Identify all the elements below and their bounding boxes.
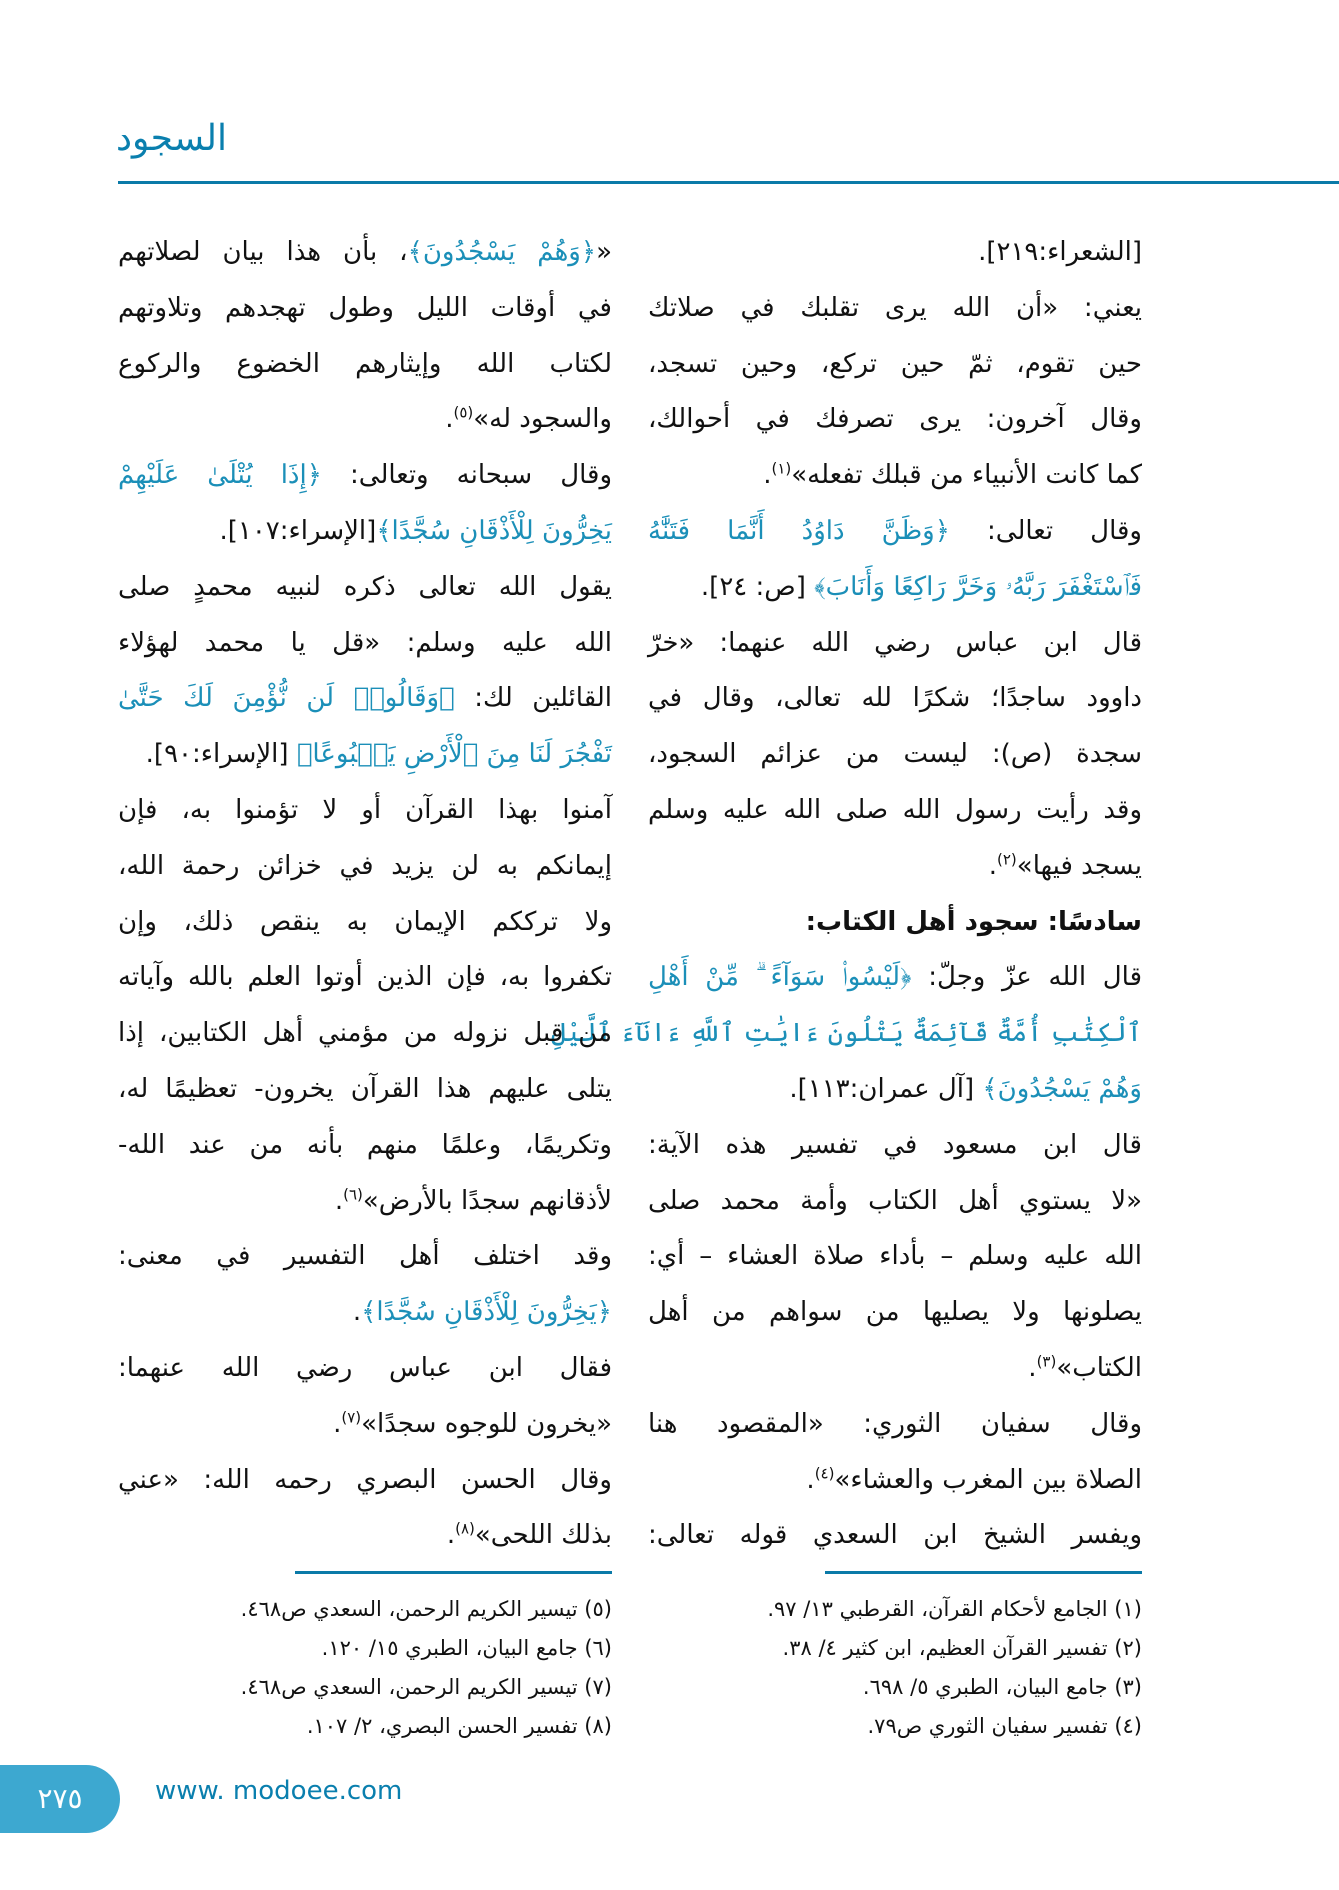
text: وقال سبحانه وتعالى:	[321, 460, 613, 491]
text-line	[648, 1174, 1142, 1230]
text: كما كانت الأنبياء من قبلك تفعله»	[791, 460, 1142, 491]
right-text-column	[550, 225, 1142, 1564]
footnote: (٦) جامع البيان، الطبري ١٥/ ١٢٠.	[321, 1636, 612, 1660]
text-line	[648, 1229, 1142, 1285]
text: .	[1028, 1352, 1037, 1383]
footnote-ref: (٦)	[343, 1184, 363, 1203]
text: «	[596, 237, 612, 267]
text-line	[118, 1453, 612, 1509]
text: سادسًا: سجود أهل الكتاب:	[805, 906, 1142, 937]
text-line	[118, 1397, 612, 1453]
footnote-ref: (٢)	[997, 850, 1017, 869]
quran-verse: ﴿إِذَا يُتْلَىٰ عَلَيْهِمْ	[118, 460, 322, 491]
text-line	[648, 1341, 1142, 1397]
text-line	[648, 281, 1142, 337]
text-line	[648, 225, 1142, 281]
text-line	[118, 616, 612, 672]
text-line	[118, 950, 612, 1006]
text: [ص: ٢٤].	[700, 571, 815, 602]
text-line	[648, 504, 1142, 560]
text-line	[118, 504, 612, 560]
text: .	[445, 404, 454, 435]
text: «لا يستوي أهل الكتاب وأمة محمد صلى	[648, 1185, 1142, 1216]
text: في أوقات الليل وطول تهجدهم وتلاوتهم	[118, 292, 612, 323]
text: الله عليه وسلم – بأداء صلاة العشاء – أي:	[648, 1241, 1142, 1272]
text-line	[648, 1118, 1142, 1174]
quran-verse: ﴿وَهُمْ يَسْجُدُونَ﴾	[407, 237, 597, 267]
text: قال ابن عباس رضي الله عنهما: «خرّ	[648, 627, 1142, 658]
chapter-title: السجود	[116, 118, 227, 159]
text: قال ابن مسعود في تفسير هذه الآية:	[648, 1129, 1142, 1160]
text-line	[648, 1453, 1142, 1509]
quran-verse: فَٱسْتَغْفَرَ رَبَّهُۥ وَخَرَّ رَاكِعًا وَأَنَابَ﴾	[814, 571, 1142, 602]
text: قال الله عزّ وجلّ:	[911, 962, 1142, 993]
text: [الشعراء:٢١٩].	[978, 237, 1142, 267]
footnote: (١) الجامع لأحكام القرآن، القرطبي ١٣/ ٩٧.	[767, 1597, 1142, 1621]
text: سجدة (ص): ليست من عزائم السجود،	[648, 739, 1142, 770]
text-line	[118, 1229, 612, 1285]
text: يقول الله تعالى ذكره لنبيه محمدٍ صلى	[118, 571, 612, 602]
text: .	[352, 1297, 362, 1328]
text: [الإسراء:٩٠].	[145, 739, 297, 770]
footnote: (٤) تفسير سفيان الثوري ص٧٩.	[867, 1714, 1142, 1738]
footnote-divider-left	[295, 1571, 612, 1574]
text: ، بأن هذا بيان لصلاتهم	[118, 237, 408, 267]
quran-verse: وَهُمْ يَسْجُدُونَ﴾	[982, 1073, 1142, 1104]
text: والسجود له»	[473, 404, 612, 435]
text: الصلاة بين المغرب والعشاء»	[834, 1464, 1142, 1495]
text: داوود ساجدًا؛ شكرًا لله تعالى، وقال في	[648, 683, 1142, 714]
text-line	[118, 392, 612, 448]
text: لكتاب الله وإيثارهم الخضوع والركوع	[118, 348, 612, 379]
text-line	[648, 1397, 1142, 1453]
text: حين تقوم، ثمّ حين تركع، وحين تسجد،	[648, 348, 1142, 379]
text: من قبل نزوله من مؤمني أهل الكتابين، إذا	[118, 1018, 612, 1049]
text: لأذقانهم سجدًا بالأرض»	[362, 1185, 612, 1216]
footnote: (٢) تفسير القرآن العظيم، ابن كثير ٤/ ٣٨.	[782, 1636, 1142, 1660]
text-line	[648, 727, 1142, 783]
text: «يخرون للوجوه سجدًا»	[361, 1408, 612, 1439]
text-line	[118, 448, 612, 504]
text-line	[118, 671, 612, 727]
quran-verse: ﴿وَظَنَّ دَاوُدُ أَنَّمَا فَتَنَّٰهُ	[648, 515, 950, 546]
text: .	[806, 1464, 815, 1495]
footnote-divider-right	[825, 1571, 1142, 1574]
text-line	[648, 1062, 1142, 1118]
text: وقد اختلف أهل التفسير في معنى:	[118, 1241, 612, 1272]
footnote-ref: (٥)	[453, 403, 474, 422]
text: القائلين لك:	[454, 683, 613, 714]
quran-verse: تَفْجُرَ لَنَا مِنَ ٱلْأَرْضِ يَنۢبُوعًا﴾	[296, 739, 612, 770]
quran-verse: ٱلْكِتَٰبِ أُمَّةٌ قَآئِمَةٌ يَتْلُونَ ءَايَٰتِ ٱللَّهِ ءَانَآءَ ٱلَّيْلِ	[550, 1018, 1142, 1049]
text-line	[648, 950, 1142, 1006]
footnote: (٥) تيسير الكريم الرحمن، السعدي ص٤٦٨.	[240, 1597, 612, 1621]
footnote-ref: (٣)	[1036, 1352, 1057, 1371]
text-line	[648, 337, 1142, 393]
text: تكفروا به، فإن الذين أوتوا العلم بالله وآياته	[118, 962, 612, 993]
text: .	[333, 1408, 342, 1439]
quran-verse: ﴿يَخِرُّونَ لِلْأَذْقَانِ سُجَّدًا﴾	[361, 1297, 612, 1328]
text-line	[648, 783, 1142, 839]
text-line	[118, 783, 612, 839]
quran-verse: ﴿وَقَالُوا۟ لَن نُّؤْمِنَ لَكَ حَتَّىٰ	[118, 683, 455, 714]
text-line	[648, 616, 1142, 672]
footnote: (٣) جامع البيان، الطبري ٥/ ٦٩٨.	[862, 1675, 1142, 1699]
text-line	[118, 1174, 612, 1230]
text: بذلك اللحى»	[474, 1520, 612, 1551]
footnotes-right	[648, 1590, 1142, 1746]
text: [الإسراء:١٠٧].	[219, 515, 377, 546]
text-line	[648, 560, 1142, 616]
footnote-ref: (٧)	[341, 1408, 362, 1427]
text-line	[118, 1341, 612, 1397]
footnote-ref: (١)	[771, 459, 792, 478]
text-line	[648, 671, 1142, 727]
text-line	[118, 281, 612, 337]
footnotes-left	[118, 1590, 612, 1746]
text-line	[118, 337, 612, 393]
text: .	[763, 460, 772, 491]
text-line	[648, 1508, 1142, 1564]
text-line	[118, 895, 612, 951]
text-line	[648, 448, 1142, 504]
text: .	[988, 850, 997, 881]
text: .	[334, 1185, 344, 1216]
header-divider	[118, 181, 1339, 184]
text: .	[446, 1520, 456, 1551]
text: إيمانكم به لن يزيد في خزائن رحمة الله،	[118, 850, 612, 881]
text-line	[118, 1062, 612, 1118]
footnote: (٧) تيسير الكريم الرحمن، السعدي ص٤٦٨.	[240, 1675, 612, 1699]
text: يصلونها ولا يصليها من سواهم من أهل	[648, 1297, 1142, 1328]
text: وقد رأيت رسول الله صلى الله عليه وسلم	[648, 794, 1142, 825]
text: وقال آخرون: يرى تصرفك في أحوالك،	[648, 404, 1142, 435]
text: يسجد فيها»	[1016, 850, 1142, 881]
section-heading	[648, 895, 1142, 951]
text: وقال الحسن البصري رحمه الله: «عني	[118, 1464, 612, 1495]
text: الكتاب»	[1056, 1352, 1142, 1383]
text: ويفسر الشيخ ابن السعدي قوله تعالى:	[648, 1520, 1142, 1551]
text: ولا ترككم الإيمان به ينقص ذلك، وإن	[118, 906, 612, 937]
left-text-column	[118, 225, 612, 1564]
text-line	[648, 839, 1142, 895]
text-line	[550, 1006, 1142, 1062]
text-line	[118, 839, 612, 895]
footnote-ref: (٤)	[814, 1463, 835, 1482]
text: الله عليه وسلم: «قل يا محمد لهؤلاء	[118, 627, 612, 658]
website-link[interactable]: www. modoee.com	[155, 1776, 403, 1806]
text: فقال ابن عباس رضي الله عنهما:	[118, 1352, 612, 1383]
text-line	[648, 1285, 1142, 1341]
footnote-ref: (٨)	[455, 1519, 475, 1538]
text-line	[118, 1006, 612, 1062]
text: وقال سفيان الثوري: «المقصود هنا	[648, 1408, 1142, 1439]
text: [آل عمران:١١٣].	[789, 1073, 983, 1104]
text-line	[118, 1508, 612, 1564]
text-line	[118, 1285, 612, 1341]
text-line	[118, 727, 612, 783]
text: آمنوا بهذا القرآن أو لا تؤمنوا به، فإن	[118, 794, 612, 825]
text: وتكريمًا، وعلمًا منهم بأنه من عند الله-	[118, 1129, 612, 1160]
text-line	[118, 1118, 612, 1174]
quran-verse: ﴿لَيْسُوا۟ سَوَآءً ۗ مِّنْ أَهْلِ	[648, 962, 912, 993]
text-line	[118, 560, 612, 616]
text: يعني: «أن الله يرى تقلبك في صلاتك	[648, 292, 1142, 323]
text: يتلى عليهم هذا القرآن يخرون- تعظيمًا له،	[118, 1073, 612, 1104]
text: وقال تعالى:	[949, 515, 1142, 546]
quran-verse: يَخِرُّونَ لِلْأَذْقَانِ سُجَّدًا﴾	[376, 515, 612, 546]
footnote: (٨) تفسير الحسن البصري، ٢/ ١٠٧.	[306, 1714, 612, 1738]
text-line	[118, 225, 612, 281]
text-line	[648, 392, 1142, 448]
page-number: ٢٧٥	[0, 1765, 120, 1833]
